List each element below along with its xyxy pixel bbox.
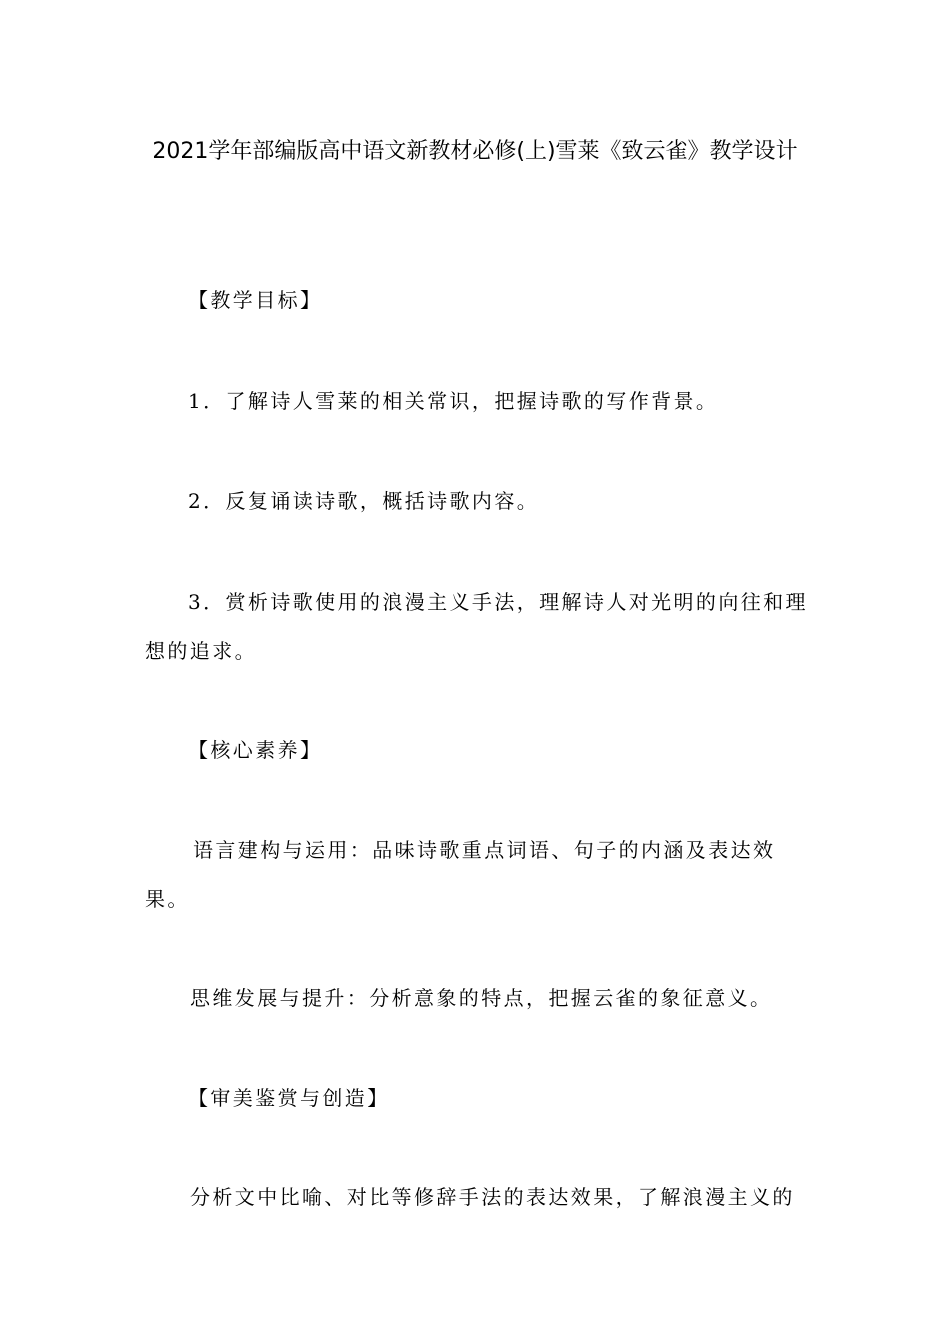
section-heading-core-literacy: 【核心素养】 (188, 738, 323, 762)
aesthetic-item-1: 分析文中比喻、对比等修辞手法的表达效果，了解浪漫主义的 (190, 1185, 795, 1209)
goal-item-2: 2．反复诵读诗歌，概括诗歌内容。 (188, 489, 540, 513)
goal-item-3: 3．赏析诗歌使用的浪漫主义手法，理解诗人对光明的向往和理想的追求。 (145, 590, 808, 663)
section-heading-aesthetic: 【审美鉴赏与创造】 (188, 1086, 390, 1110)
core-item-language: 语言建构与运用：品味诗歌重点词语、句子的内涵及表达效果。 (145, 838, 776, 911)
document-title: 2021学年部编版高中语文新教材必修(上)雪莱《致云雀》教学设计 (152, 139, 798, 164)
goal-item-1: 1．了解诗人雪莱的相关常识，把握诗歌的写作背景。 (188, 389, 719, 413)
core-item-thinking: 思维发展与提升：分析意象的特点，把握云雀的象征意义。 (190, 986, 773, 1010)
section-heading-teaching-goals: 【教学目标】 (188, 288, 323, 312)
